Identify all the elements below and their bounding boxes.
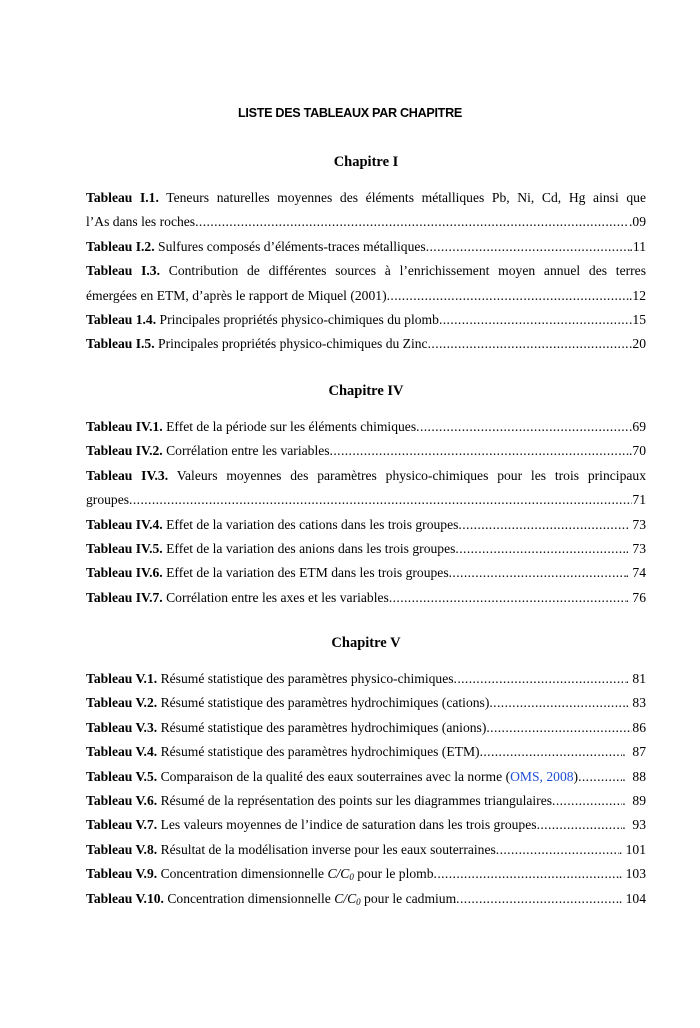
toc-entry[interactable] <box>86 765 646 789</box>
entry-line <box>86 862 646 886</box>
page-title: LISTE DES TABLEAUX PAR CHAPITRE <box>238 106 462 120</box>
dot-leader <box>578 765 622 789</box>
entry-label: Tableau I.5. <box>86 336 155 352</box>
entry-label: Tableau V.1. <box>86 671 158 686</box>
entry-text-end: ) <box>573 768 579 784</box>
page-number: . 73 <box>625 516 646 532</box>
page-number: . 89 <box>622 792 646 808</box>
formula-subscript: 0 <box>356 896 361 907</box>
toc-entry[interactable] <box>86 332 646 356</box>
entry-label: Tableau IV.6. <box>86 565 163 581</box>
entry-text-continued: émergées en ETM, d’après le rapport de Miquel (2001) <box>86 287 387 303</box>
entry-content <box>86 740 480 764</box>
entry-content <box>86 887 456 911</box>
toc-entry[interactable] <box>86 235 646 259</box>
entry-label: Tableau I.3. <box>86 263 160 279</box>
entry-line <box>86 586 646 610</box>
entry-text: Résumé statistique des paramètres hydrochimiques (anions) <box>160 719 487 735</box>
entry-text: Résultat de la modélisation inverse pour les eaux souterraines <box>160 841 496 857</box>
dot-leader <box>454 667 626 691</box>
page-number: . 88 <box>622 768 646 784</box>
toc-entry[interactable] <box>86 513 646 537</box>
dot-leader <box>480 740 623 764</box>
chapter-5 <box>86 633 646 911</box>
page-number: . 73 <box>625 540 646 556</box>
entry-text: Concentration dimensionnelle <box>160 866 328 882</box>
entry-content <box>86 332 428 356</box>
entry-line <box>86 716 646 740</box>
entry-line <box>86 887 646 911</box>
toc-entry[interactable] <box>86 716 646 740</box>
entry-text: Résumé statistique des paramètres physico-chimiques <box>160 671 454 686</box>
entry-label: Tableau V.3. <box>86 719 158 735</box>
page-number: 71 <box>632 492 646 508</box>
toc-entry[interactable] <box>86 439 646 463</box>
entry-line <box>86 789 646 813</box>
dot-leader <box>496 838 619 862</box>
dot-leader <box>426 235 630 259</box>
toc-entry[interactable] <box>86 838 646 862</box>
toc-entry[interactable] <box>86 308 646 332</box>
entry-line <box>86 235 646 259</box>
entry-label: Tableau V.9. <box>86 866 158 882</box>
dot-leader <box>455 537 625 561</box>
entry-line <box>86 691 646 715</box>
entry-text: Comparaison de la qualité des eaux souterraines avec la norme ( <box>160 768 511 784</box>
entry-text: Effet de la variation des ETM dans les trois groupes <box>166 565 449 581</box>
page-number: .70 <box>629 443 646 459</box>
entry-text-continued: groupes <box>86 492 130 508</box>
page-number: . 103 <box>618 866 646 882</box>
entry-content <box>86 537 455 561</box>
page-number: . 87 <box>622 744 646 760</box>
page-number: .12 <box>629 287 646 303</box>
toc-entry[interactable] <box>86 464 646 513</box>
entry-label: Tableau V.10. <box>86 890 164 906</box>
entry-label: Tableau V.8. <box>86 841 158 857</box>
page-number: .69 <box>629 419 646 434</box>
entry-label: Tableau I.2. <box>86 238 155 254</box>
dot-leader <box>389 586 626 610</box>
entry-text-end: pour le cadmium <box>360 890 457 906</box>
entry-text: Contribution de différentes sources à l’enrichissement moyen annuel des terres <box>168 263 646 279</box>
toc-entry[interactable] <box>86 862 646 886</box>
page-number: .11 <box>629 238 646 254</box>
dot-leader <box>416 415 629 439</box>
entry-text: Résumé de la représentation des points sur les diagrammes triangulaires <box>160 792 553 808</box>
entry-line <box>86 308 646 332</box>
toc-entry[interactable] <box>86 740 646 764</box>
entry-line <box>86 561 646 585</box>
chapter-4 <box>86 381 646 610</box>
entry-text: Effet de la variation des cations dans les trois groupes <box>166 516 459 532</box>
entry-content <box>86 838 496 862</box>
entry-content <box>86 308 439 332</box>
entry-content <box>86 667 454 691</box>
entry-text: Effet de la variation des anions dans les trois groupes <box>166 540 456 556</box>
entry-text: Les valeurs moyennes de l’indice de saturation dans les trois groupes <box>160 817 537 833</box>
dot-leader <box>428 332 629 356</box>
citation-link[interactable]: OMS, 2008 <box>510 768 574 784</box>
chapter-heading: Chapitre IV <box>328 383 404 399</box>
entry-text: Résumé statistique des paramètres hydrochimiques (ETM) <box>160 744 480 760</box>
entry-content <box>86 513 458 537</box>
entry-line <box>86 415 646 439</box>
entry-text: Valeurs moyennes des paramètres physico-chimiques pour les trois principaux <box>176 467 646 483</box>
entry-text: Principales propriétés physico-chimiques du plomb <box>159 311 439 327</box>
entry-line <box>86 765 646 789</box>
dot-leader <box>552 789 622 813</box>
entry-line <box>86 838 646 862</box>
entry-content <box>86 586 389 610</box>
entry-text: Corrélation entre les axes et les variables <box>166 589 389 605</box>
dot-leader <box>129 488 632 512</box>
toc-entry[interactable] <box>86 667 646 691</box>
entry-label: Tableau V.6. <box>86 792 158 808</box>
entry-content <box>86 415 416 439</box>
entry-label: Tableau I.1. <box>86 190 159 205</box>
entry-label: Tableau IV.5. <box>86 540 163 556</box>
page-number: .09 <box>629 214 646 230</box>
entry-content <box>86 813 537 837</box>
entry-text-end: pour le plomb <box>353 866 434 882</box>
toc-entry[interactable] <box>86 561 646 585</box>
dot-leader <box>387 284 629 308</box>
toc-entry[interactable] <box>86 691 646 715</box>
page-number: . 83 <box>625 695 646 711</box>
entry-content <box>86 691 489 715</box>
dot-leader <box>537 813 623 837</box>
entry-text: Corrélation entre les variables <box>166 443 330 459</box>
entry-line <box>86 210 646 234</box>
chapter-heading: Chapitre I <box>333 154 399 170</box>
entry-content <box>86 789 552 813</box>
dot-leader <box>449 561 626 585</box>
entry-text: Sulfures composés d’éléments-traces métalliques <box>158 238 426 254</box>
entry-label: Tableau IV.3. <box>86 467 169 483</box>
entry-line <box>86 488 646 512</box>
entry-line <box>86 813 646 837</box>
entry-line <box>86 537 646 561</box>
chapter-heading: Chapitre V <box>331 635 401 651</box>
entry-content <box>86 235 426 259</box>
entry-line <box>86 740 646 764</box>
dot-leader <box>434 862 619 886</box>
entry-label: Tableau V.7. <box>86 817 158 833</box>
dot-leader <box>456 887 619 911</box>
entry-text-continued: l’As dans les roches <box>86 214 196 230</box>
dot-leader <box>330 439 629 463</box>
entry-content <box>86 765 578 789</box>
entry-label: Tableau IV.2. <box>86 443 163 459</box>
toc-entry[interactable] <box>86 813 646 837</box>
entry-line <box>86 513 646 537</box>
dot-leader <box>458 513 625 537</box>
toc-entry[interactable] <box>86 586 646 610</box>
toc-entry[interactable] <box>86 887 646 911</box>
dot-leader <box>486 716 632 740</box>
chapter-1 <box>86 152 646 357</box>
entry-line <box>86 332 646 356</box>
formula-subscript: 0 <box>349 872 354 883</box>
entry-text: Effet de la période sur les éléments chimiques <box>166 419 417 434</box>
entry-line <box>86 186 646 210</box>
entry-text: Concentration dimensionnelle <box>167 890 335 906</box>
entry-line <box>86 284 646 308</box>
entry-text: Résumé statistique des paramètres hydrochimiques (cations) <box>160 695 490 711</box>
toc-entry[interactable] <box>86 537 646 561</box>
entry-content <box>86 716 486 740</box>
formula: C/C <box>327 866 350 882</box>
dot-leader <box>195 210 629 234</box>
dot-leader <box>439 308 629 332</box>
page-number: . 104 <box>618 890 646 906</box>
entry-content <box>86 561 449 585</box>
page-number: . 76 <box>625 589 646 605</box>
entry-content <box>86 862 434 886</box>
toc-entry[interactable] <box>86 415 646 439</box>
entry-line <box>86 439 646 463</box>
dot-leader <box>489 691 625 715</box>
entry-text: Teneurs naturelles moyennes des éléments métalliques Pb, Ni, Cd, Hg ainsi que <box>166 190 646 205</box>
entry-label: Tableau IV.4. <box>86 516 163 532</box>
entry-content <box>86 439 330 463</box>
entry-text: Principales propriétés physico-chimiques du Zinc <box>158 336 428 352</box>
toc-entry[interactable] <box>86 259 646 308</box>
entry-label: Tableau IV.7. <box>86 589 163 605</box>
entry-label: Tableau V.5. <box>86 768 158 784</box>
toc-entry[interactable] <box>86 186 646 235</box>
page-number: . 93 <box>622 817 646 833</box>
page-number: . 101 <box>618 841 646 857</box>
entry-line <box>86 667 646 691</box>
formula: C/C <box>334 890 357 906</box>
page-number: .15 <box>629 311 646 327</box>
entry-line <box>86 464 646 488</box>
page-number: . 81 <box>625 671 646 686</box>
page-number: . 74 <box>625 565 646 581</box>
page-number: .20 <box>629 336 646 352</box>
entry-label: Tableau 1.4. <box>86 311 157 327</box>
entry-label: Tableau IV.1. <box>86 419 163 434</box>
entry-label: Tableau V.4. <box>86 744 158 760</box>
page-number: 86 <box>632 719 646 735</box>
toc-entry[interactable] <box>86 789 646 813</box>
entry-line <box>86 259 646 283</box>
entry-label: Tableau V.2. <box>86 695 158 711</box>
